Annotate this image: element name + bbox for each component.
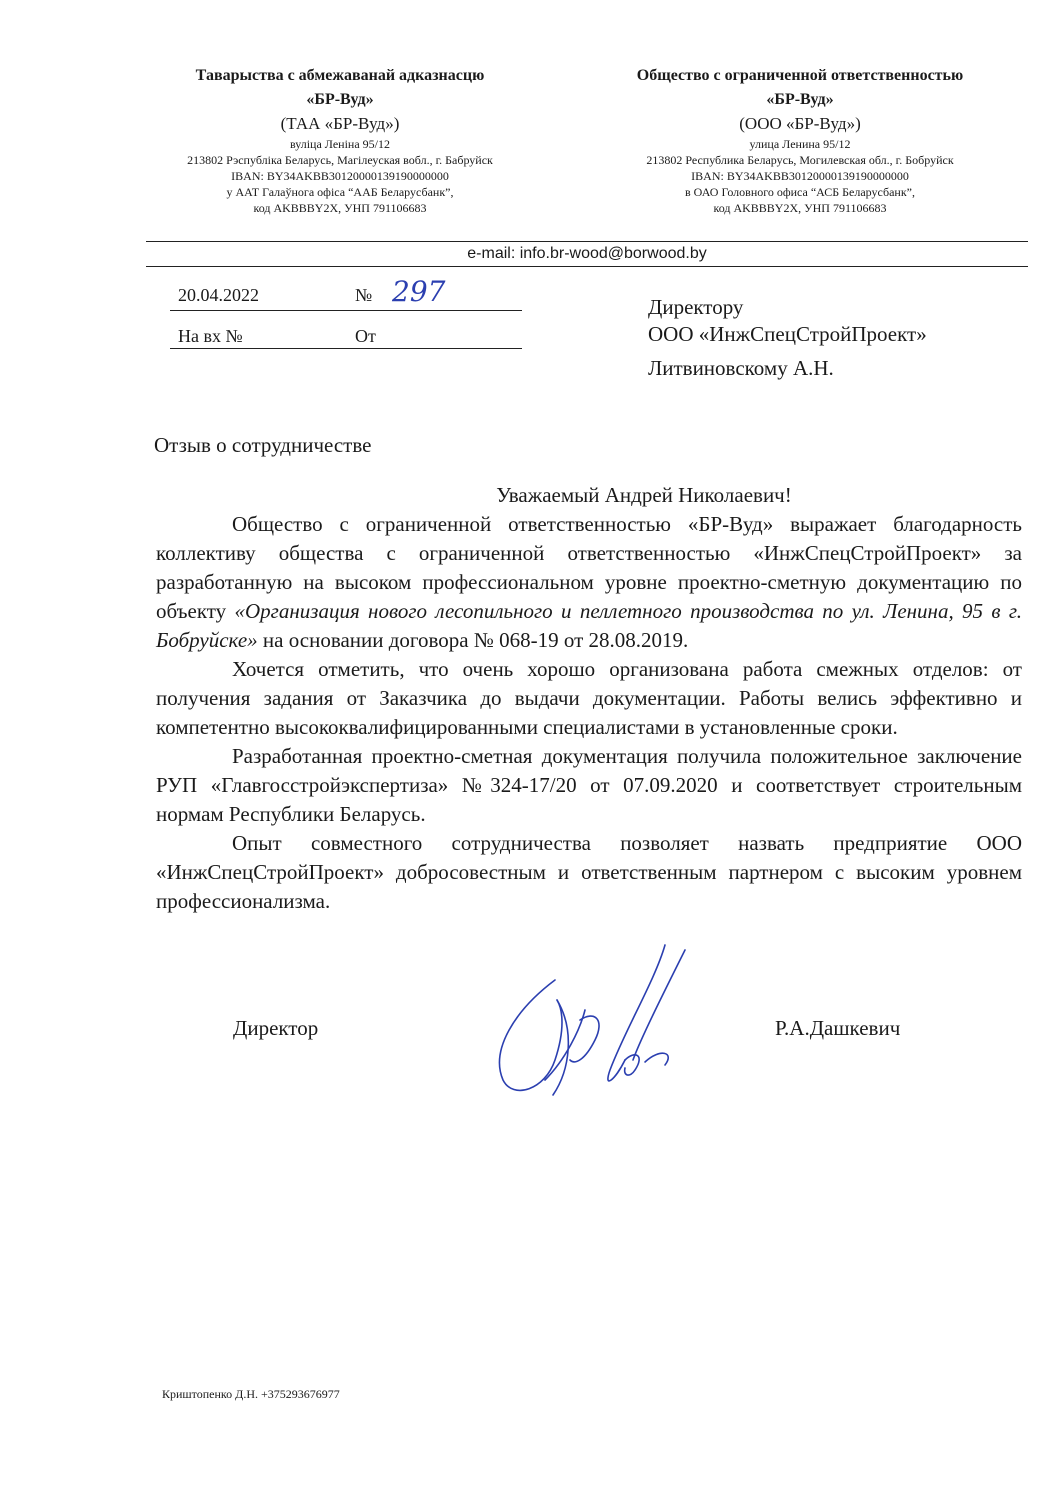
bank-ru: в ОАО Головного офиса “АСБ Беларусбанк”, xyxy=(684,185,916,199)
company-brand-by: «БР-Вуд» xyxy=(306,91,374,108)
registration-rule-2 xyxy=(170,348,522,349)
codes-by: код AKBBBY2X, УНП 791106683 xyxy=(253,201,427,215)
from-label: От xyxy=(355,326,376,346)
letter-date: 20.04.2022 xyxy=(178,285,259,305)
company-short-name-by: (ТАА «БР-Вуд») xyxy=(280,114,400,133)
paragraph-1-end: на основании договора № 068-19 от 28.08.2019. xyxy=(257,628,689,652)
letter-subject: Отзыв о сотрудничестве xyxy=(154,433,372,457)
company-email: e-mail: info.br-wood@borwood.by xyxy=(467,245,707,262)
signatory-position: Директор xyxy=(233,1016,319,1040)
addressee-position: Директору xyxy=(648,295,744,319)
city-by: 213802 Рэспубліка Беларусь, Магілеуская вобл., г. Бабруйск xyxy=(187,153,493,167)
handwritten-number: 297 xyxy=(392,275,446,308)
paragraph-4: Опыт совместного сотрудничества позволяет назвать предприятие ООО «ИнжСпецСтройПроект» добросовестным и ответственным партнером с высоким уровнем профессионализма. xyxy=(156,831,1022,913)
paragraph-2: Хочется отметить, что очень хорошо организована работа смежных отделов: от получения задания от Заказчика до выдачи документации. Работы велись эффективно и компетентно высококвалифицированными специалистами в установленные сроки. xyxy=(156,657,1022,739)
bank-by: у ААТ Галаўнога офіса “ААБ Беларусбанк”, xyxy=(226,185,454,199)
number-label: № xyxy=(355,285,373,305)
registration-rule-1 xyxy=(170,310,522,311)
header-rule-bottom xyxy=(146,266,1028,267)
executor-contact: Криштопенко Д.Н. +375293676977 xyxy=(162,1387,340,1401)
paragraph-1 xyxy=(156,510,1022,655)
letterhead-russian xyxy=(590,64,1010,216)
iban-by: IBAN: BY34AKBB30120000139190000000 xyxy=(231,169,449,183)
incoming-number-label: На вх № xyxy=(178,326,243,346)
codes-ru: код AKBBBY2X, УНП 791106683 xyxy=(713,201,887,215)
paragraph-1-start: Общество с ограниченной ответственностью «БР-Вуд» выражает благодарность коллективу общества с ограниченной ответственностью «ИнжСпецСтройПроект» за разработанную на высоком профессиональном уровне проектно-сметную документацию по объекту xyxy=(156,512,1022,623)
header-rule-top xyxy=(146,241,1028,242)
iban-ru: IBAN: BY34AKBB30120000139190000000 xyxy=(691,169,909,183)
street-ru: улица Ленина 95/12 xyxy=(749,137,851,151)
city-ru: 213802 Республика Беларусь, Могилевская обл., г. Бобруйск xyxy=(646,153,954,167)
company-name-by: Таварыства с абмежаванай адказнасцю xyxy=(195,67,485,84)
paragraph-3: Разработанная проектно-сметная документация получила положительное заключение РУП «Главгосстройэкспертиза» №324-17/20 от 07.09.2020 и соответствует строительным нормам Республики Беларусь. xyxy=(156,744,1022,826)
company-short-name-ru: (ООО «БР-Вуд») xyxy=(739,114,861,133)
signatory-name: Р.А.Дашкевич xyxy=(775,1016,901,1040)
letterhead-belarusian xyxy=(140,64,540,216)
street-by: вуліца Леніна 95/12 xyxy=(289,137,391,151)
company-brand-ru: «БР-Вуд» xyxy=(766,91,834,108)
letter-greeting: Уважаемый Андрей Николаевич! xyxy=(496,483,792,507)
project-object-name: «Организация нового лесопильного и пеллетного производства по ул. Ленина, 95 в г. Бобруйске» xyxy=(156,599,1022,652)
letter-body xyxy=(156,510,1022,916)
addressee-name: Литвиновскому А.Н. xyxy=(648,356,834,380)
handwritten-signature xyxy=(485,930,715,1110)
addressee-company: ООО «ИнжСпецСтройПроект» xyxy=(648,322,927,346)
company-name-ru: Общество с ограниченной ответственностью xyxy=(636,67,964,84)
